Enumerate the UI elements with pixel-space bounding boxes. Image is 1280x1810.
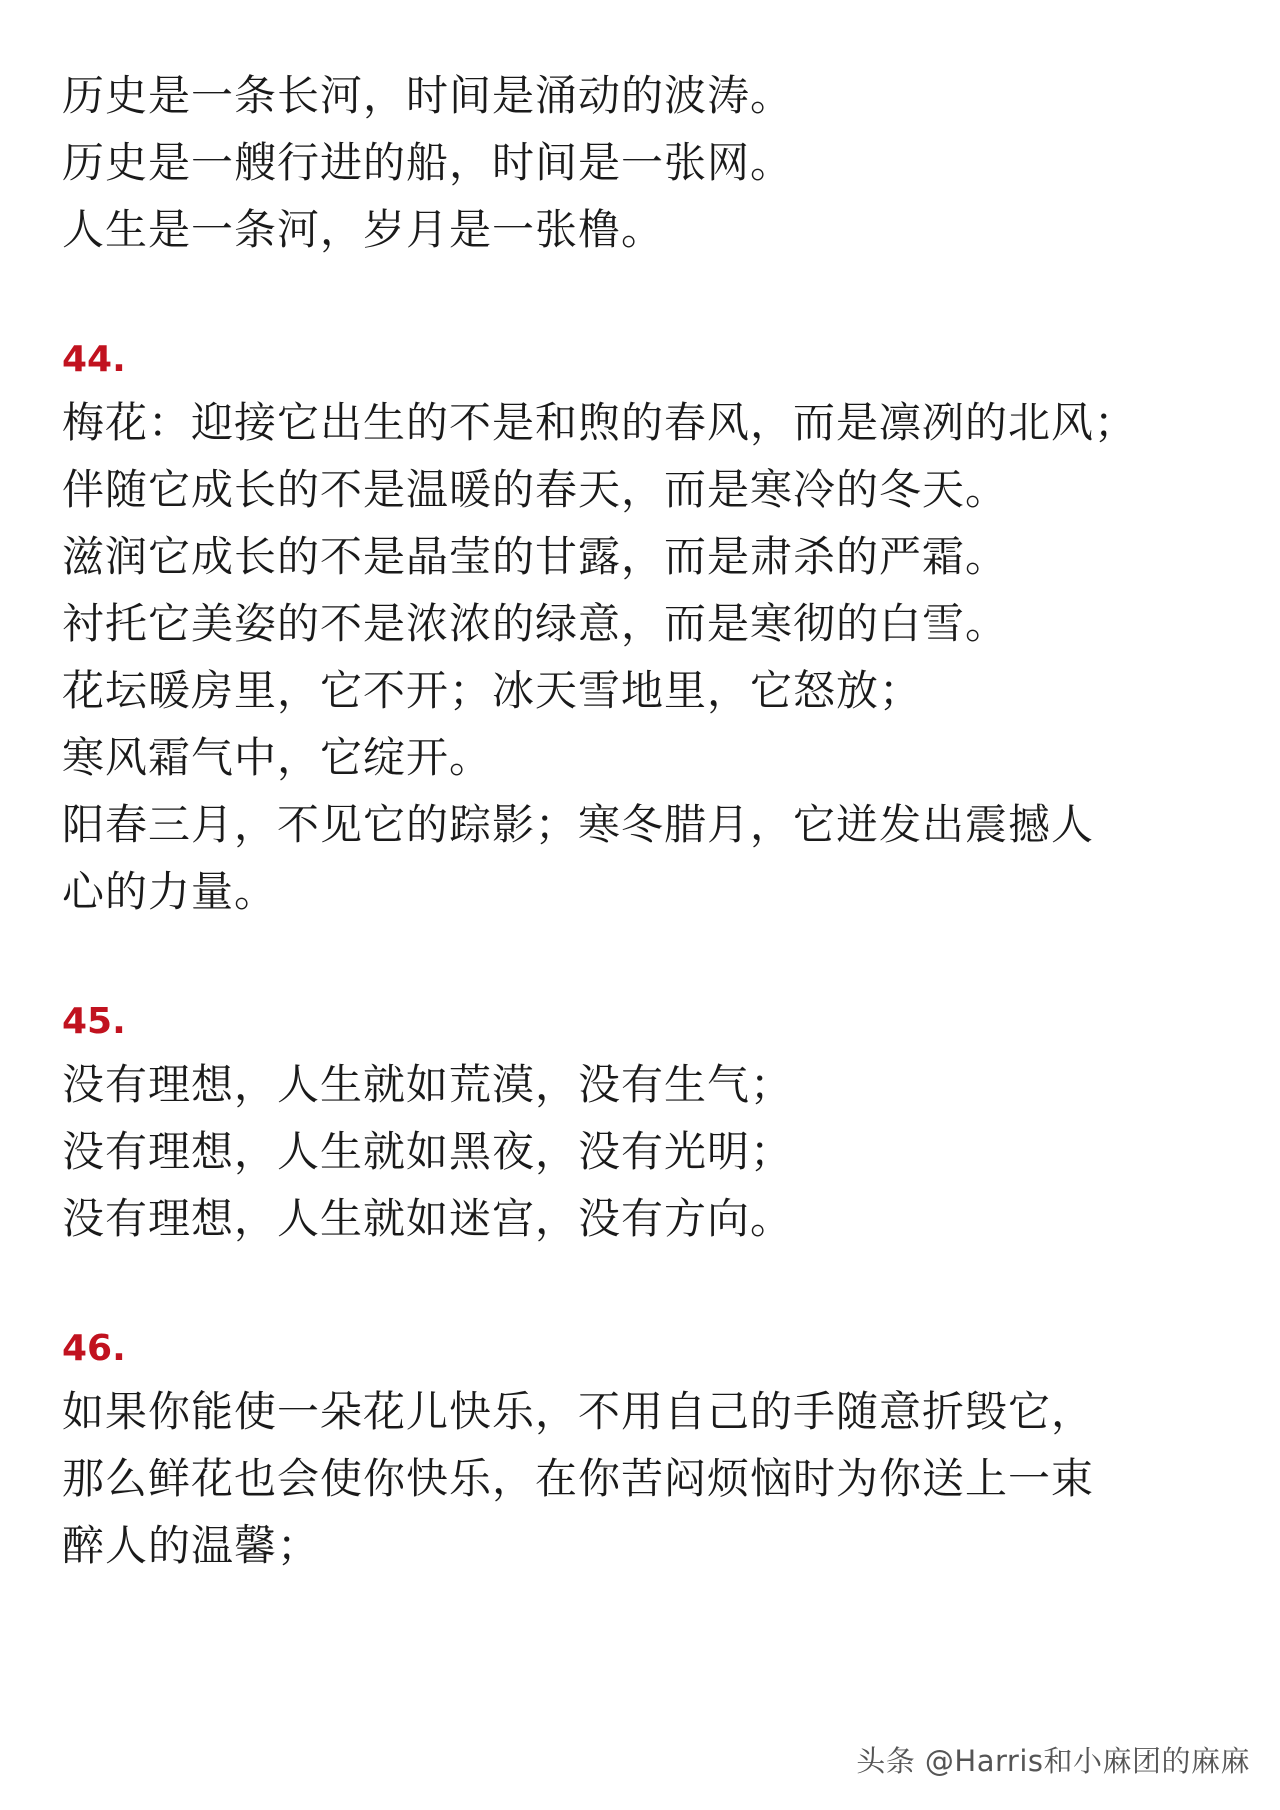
section-46: [62, 1320, 1252, 1579]
intro-line-3: 人生是一条河，岁月是一张橹。: [62, 205, 665, 254]
document-page: [62, 62, 1252, 1579]
section-44: [62, 331, 1252, 925]
section-line: 醉人的温馨；: [62, 1521, 321, 1570]
section-number: 46.: [62, 1328, 126, 1369]
section-line: 如果你能使一朵花儿快乐，不用自己的手随意折毁它，: [62, 1387, 1095, 1436]
section-line: 滋润它成长的不是晶莹的甘露，而是肃杀的严霜。: [62, 532, 1009, 581]
section-line: 没有理想，人生就如迷宫，没有方向。: [62, 1194, 794, 1243]
watermark: 头条 @Harris和小麻团的麻麻: [856, 1744, 1250, 1778]
section-line: 梅花：迎接它出生的不是和煦的春风，而是凛冽的北风；: [62, 398, 1138, 447]
section-line: 寒风霜气中，它绽开。: [62, 733, 493, 782]
section-45: [62, 993, 1252, 1252]
section-line: 伴随它成长的不是温暖的春天，而是寒冷的冬天。: [62, 465, 1009, 514]
intro-block: [62, 62, 1252, 263]
intro-line-2: 历史是一艘行进的船，时间是一张网。: [62, 138, 794, 187]
section-line: 花坛暖房里，它不开；冰天雪地里，它怒放；: [62, 666, 923, 715]
section-line: 衬托它美姿的不是浓浓的绿意，而是寒彻的白雪。: [62, 599, 1009, 648]
section-line: 那么鲜花也会使你快乐，在你苦闷烦恼时为你送上一束: [62, 1454, 1095, 1503]
section-line: 没有理想，人生就如荒漠，没有生气；: [62, 1060, 794, 1109]
section-line: 阳春三月，不见它的踪影；寒冬腊月，它迸发出震撼人: [62, 800, 1095, 849]
intro-line-1: 历史是一条长河，时间是涌动的波涛。: [62, 71, 794, 120]
section-number: 45.: [62, 1001, 126, 1042]
section-number: 44.: [62, 339, 126, 380]
section-line: 心的力量。: [62, 867, 278, 916]
section-line: 没有理想，人生就如黑夜，没有光明；: [62, 1127, 794, 1176]
